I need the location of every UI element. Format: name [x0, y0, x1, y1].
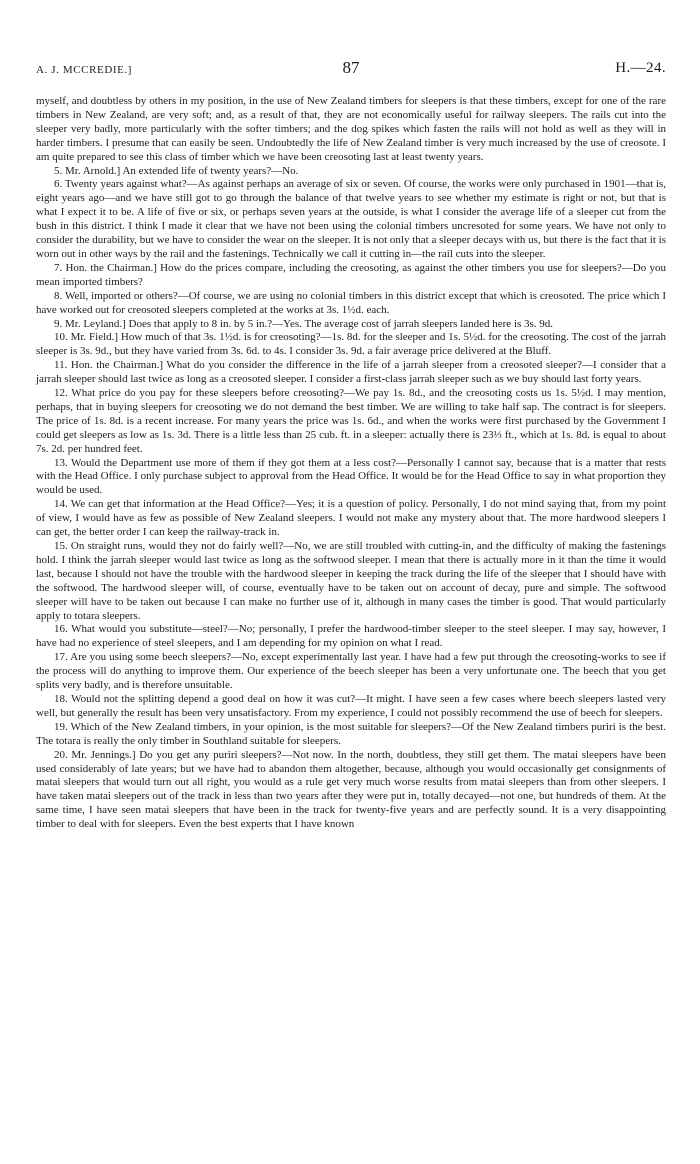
paragraph: 12. What price do you pay for these sleepers before creosoting?—We pay 1s. 8d., and the creosoting costs us 1s. 5½d. I may mention, perhaps, that in buying sleepers for creosoting we do not demand the best timber. We are willing to take half sap. The contract is for sleepers. The price of 1s. 8d. is a recent increase. For many years the price was 1s. 6d., and when the works were first purchased by the Government I could get sleepers as low as 1s. 3d. There is a little less than 25 cub. ft. in a sleeper: actually there is 23⅓ ft., which at 1s. 8d. is equal to about 7s. 2d. per hundred feet. [36, 387, 666, 455]
paragraph: 5. Mr. Arnold.] An extended life of twenty years?—No. [54, 164, 299, 177]
paragraph: 9. Mr. Leyland.] Does that apply to 8 in. by 5 in.?—Yes. The average cost of jarrah sleepers landed here is 3s. 9d. [54, 317, 554, 330]
page-header [36, 56, 666, 80]
paragraph: 17. Are you using some beech sleepers?—No, except experimentally last year. I have had a few put through the creosoting-works to see if the process will do anything to improve them. Our experience of the beech sleeper has been a very unfortunate one. The beech that you get splits very badly, and is therefore unsuitable. [36, 651, 666, 692]
paragraph: 8. Well, imported or others?—Of course, we are using no colonial timbers in this district except that which is creosoted. The price which I have worked out for creosoted sleepers completed at the works at 3s. 1½d. each. [36, 289, 666, 316]
paragraph: 13. Would the Department use more of them if they got them at a less cost?—Personally I cannot say, because that is a matter that rests with the Head Office. I only purchase subject to approval from the Head Office. It would be for the Head Office to say in what proportion they would be used. [36, 456, 666, 497]
witness-name: A. J. MCCREDIE.] [36, 64, 133, 76]
paragraph: 7. Hon. the Chairman.] How do the prices compare, including the creosoting, as against the other timbers you use for sleepers?—Do you mean imported timbers? [36, 261, 666, 288]
paper-reference: H.—24. [615, 60, 666, 76]
paragraph: 16. What would you substitute—steel?—No; personally, I prefer the hardwood-timber sleeper to the steel sleeper. I may say, however, I have had no experience of steel sleepers, and I am depending for my opinion on what I read. [36, 623, 666, 650]
paragraph: myself, and doubtless by others in my position, in the use of New Zealand timbers for sleepers is that these timbers, except for one of the rare timbers in New Zealand, are very soft; and, as a result of that, they are not economically useful for railway sleepers. The rails cut into the sleeper very badly, more particularly with the softer timbers; and the dog spikes which fasten the rails will not hold as well as they will in harder timbers. I presume that can easily be seen. Undoubtedly the life of New Zealand timber is very much increased by the use of creosote. I am quite prepared to see this class of timber which we have been creosoting last at least twenty years. [36, 95, 666, 163]
evidence-text [36, 95, 666, 832]
paragraph: 15. On straight runs, would they not do fairly well?—No, we are still troubled with cutting-in, and the difficulty of making the fastenings hold. I think the jarrah sleeper would last twice as long as the softwood sleeper. I mean that there is actually more in it than the time it would last, because I should not have the trouble with the hardwood sleeper in keeping the track during the life of the sleeper that I should have with the softwood. The hardwood sleeper will, of course, eventually have to be taken out on account of decay, pure and simple. The softwood sleeper will have to be taken out because I can make no further use of it, although in many cases the timber is good. That would particularly apply to totara sleepers. [36, 540, 666, 622]
paragraph: 20. Mr. Jennings.] Do you get any puriri sleepers?—Not now. In the north, doubtless, they still get them. The matai sleepers have been used considerably of late years; but we have had to abandon them altogether, because, although you would occasionally get consignments of matai sleepers that would turn out all right, you would as a rule get very much worse results from matai sleepers than from other sleepers. I have taken matai sleepers out of the track in less than two years after they were put in, totally decayed—not one, but hundreds of them. At the same time, I have seen matai sleepers that have been in the track for twenty-five years and are perfectly sound. It is a very disappointing timber to deal with for sleepers. Even the best experts that I have known [36, 748, 666, 831]
paragraph: 19. Which of the New Zealand timbers, in your opinion, is the most suitable for sleepers?—Of the New Zealand timbers puriri is the best. The totara is really the only timber in Southland suitable for sleepers. [36, 720, 666, 747]
paragraph: 11. Hon. the Chairman.] What do you consider the difference in the life of a jarrah sleeper from a creosoted sleeper?—I consider that a jarrah sleeper should last twice as long as a creosoted sleeper. I consider a first-class jarrah sleeper such as we buy should last forty years. [36, 359, 666, 386]
page-number: 87 [342, 58, 360, 77]
paragraph: 14. We can get that information at the Head Office?—Yes; it is a question of policy. Personally, I do not mind saying that, from my point of view, I would have as few as possible of New Zealand sleepers. I would not make any mystery about that. The more hardwood sleepers I can get, the better order I can keep the railway-track in. [36, 498, 666, 539]
paragraph: 6. Twenty years against what?—As against perhaps an average of six or seven. Of course, the works were only purchased in 1901—that is, eight years ago—and we have still got to go through the balance of that twelve years to see whether my estimate is right or not, but that is what I expect it to be. A life of five or six, or perhaps seven years at the outside, is what I consider the average life of a sleeper cut from the bush in this district. I think I made it clear that we have not been using the colonial timbers uncresoted for some years. We have not only to consider the durability, but we have to consider the wear on the sleeper. It is not only that a sleeper decays with us, but there is the fact that it is worn out in other ways by the rail and the fastenings. Technically we call it cutting in—the rail cuts into the sleeper. [36, 178, 666, 260]
paragraph: 18. Would not the splitting depend a good deal on how it was cut?—It might. I have seen a few cases where beech sleepers lasted very well, but generally the result has been very unsatisfactory. From my experience, I could not possibly recommend the use of beech for sleepers. [36, 692, 666, 719]
paragraph: 10. Mr. Field.] How much of that 3s. 1½d. is for creosoting?—1s. 8d. for the sleeper and 1s. 5½d. for the creosoting. The cost of the jarrah sleeper is 3s. 9d., but they have varied from 3s. 6d. to 4s. I consider 3s. 9d. a fair average price delivered at the Bluff. [36, 331, 666, 358]
